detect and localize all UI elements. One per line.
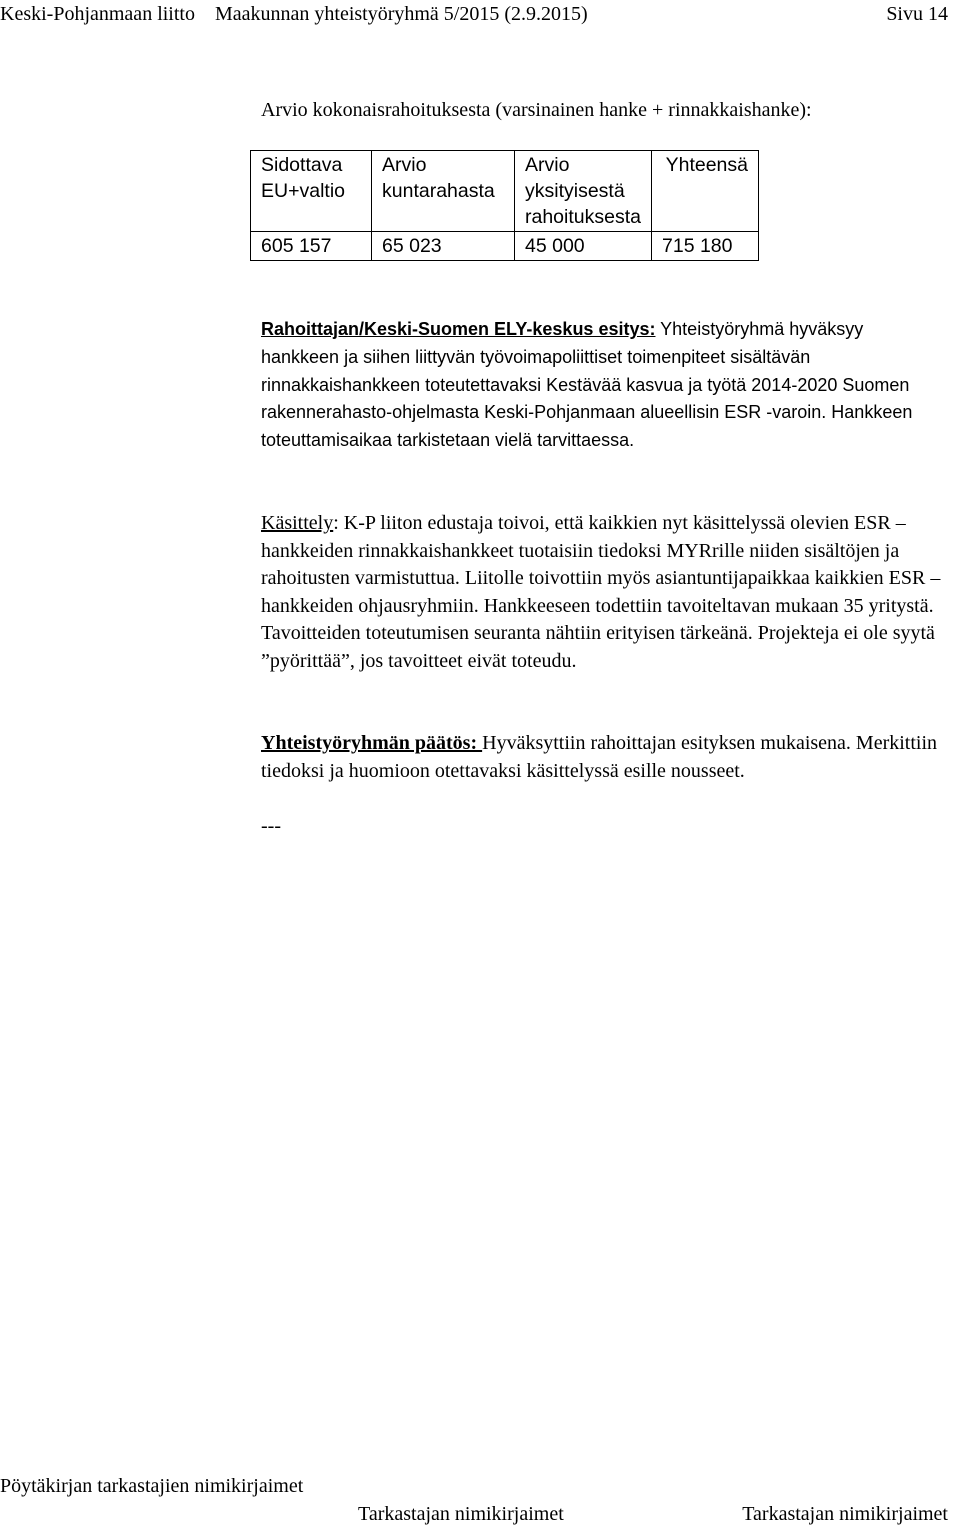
footer-inspector-initials-2: Tarkastajan nimikirjaimet [742, 1503, 948, 1525]
footer-inspector-initials-1: Tarkastajan nimikirjaimet [358, 1503, 564, 1525]
funding-estimate-heading: Arvio kokonaisrahoituksesta (varsinainen hanke + rinnakkaishanke): [261, 99, 812, 121]
header-line: rahoituksesta [525, 206, 641, 228]
table-header-cell [251, 151, 372, 232]
table-cell: 65 023 [372, 232, 515, 261]
decision-paragraph [261, 730, 951, 785]
proposal-label: Rahoittajan/Keski-Suomen ELY-keskus esitys: [261, 319, 656, 339]
section-separator: --- [261, 815, 281, 837]
financier-proposal-paragraph [261, 316, 941, 455]
page-number: Sivu 14 [886, 3, 948, 25]
header-line: EU+valtio [261, 180, 345, 202]
table-header-cell [372, 151, 515, 232]
header-line: yksityisestä [525, 180, 625, 202]
discussion-paragraph [261, 510, 951, 676]
header-line: Arvio [382, 154, 427, 176]
decision-label: Yhteistyöryhmän päätös: [261, 732, 483, 754]
table-header-cell [515, 151, 652, 232]
header-line: kuntarahasta [382, 180, 495, 202]
discussion-text: : K-P liiton edustaja toivoi, että kaikkien nyt käsittelyssä olevien ESR –hankkeiden rinnakkaishankkeet tuotaisiin tiedoksi MYRrille niiden sisältöjen ja rahoitusten varmistuttua. Liitolle toivottiin myös asiantuntijapaikkaa kaikkien ESR –hankkeiden ohjausryhmiin. Hankkeeseen todettiin tavoiteltavan mukaan 35 yritystä. Tavoitteiden toteutumisen seuranta nähtiin erityisen tärkeänä. Projekteja ei ole syytä ”pyörittää”, jos tavoitteet eivät toteudu. [261, 512, 941, 672]
header-line: Sidottava [261, 154, 343, 176]
footer-inspectors-initials: Pöytäkirjan tarkastajien nimikirjaimet [0, 1475, 304, 1497]
table-header-row [251, 151, 759, 232]
proposal-text: Yhteistyöryhmä hyväksyy hankkeen ja siihen liittyvän työvoimapoliittiset toimenpiteet sisältävän rinnakkaishankkeen toteutettavaksi Kestävää kasvua ja työtä 2014-2020 Suomen rakennerahasto-ohjelmasta Keski-Pohjanmaan alueellisin ESR -varoin. Hankkeen toteuttamisaikaa tarkistetaan vielä tarvittaessa. [261, 319, 913, 451]
table-cell: 45 000 [515, 232, 652, 261]
funding-table [250, 150, 759, 261]
table-row [251, 232, 759, 261]
table-cell: 605 157 [251, 232, 372, 261]
header-line: Arvio [525, 154, 570, 176]
table-cell: 715 180 [652, 232, 759, 261]
table-header-cell [652, 151, 759, 232]
discussion-label: Käsittely [261, 512, 334, 534]
header-line: Yhteensä [665, 154, 748, 176]
document-header-title: Keski-Pohjanmaan liitto Maakunnan yhteistyöryhmä 5/2015 (2.9.2015) [0, 3, 588, 25]
decision-text: Hyväksyttiin rahoittajan esityksen mukaisena. Merkittiin tiedoksi ja huomioon otettavaksi käsittelyssä esille nousseet. [261, 732, 938, 782]
